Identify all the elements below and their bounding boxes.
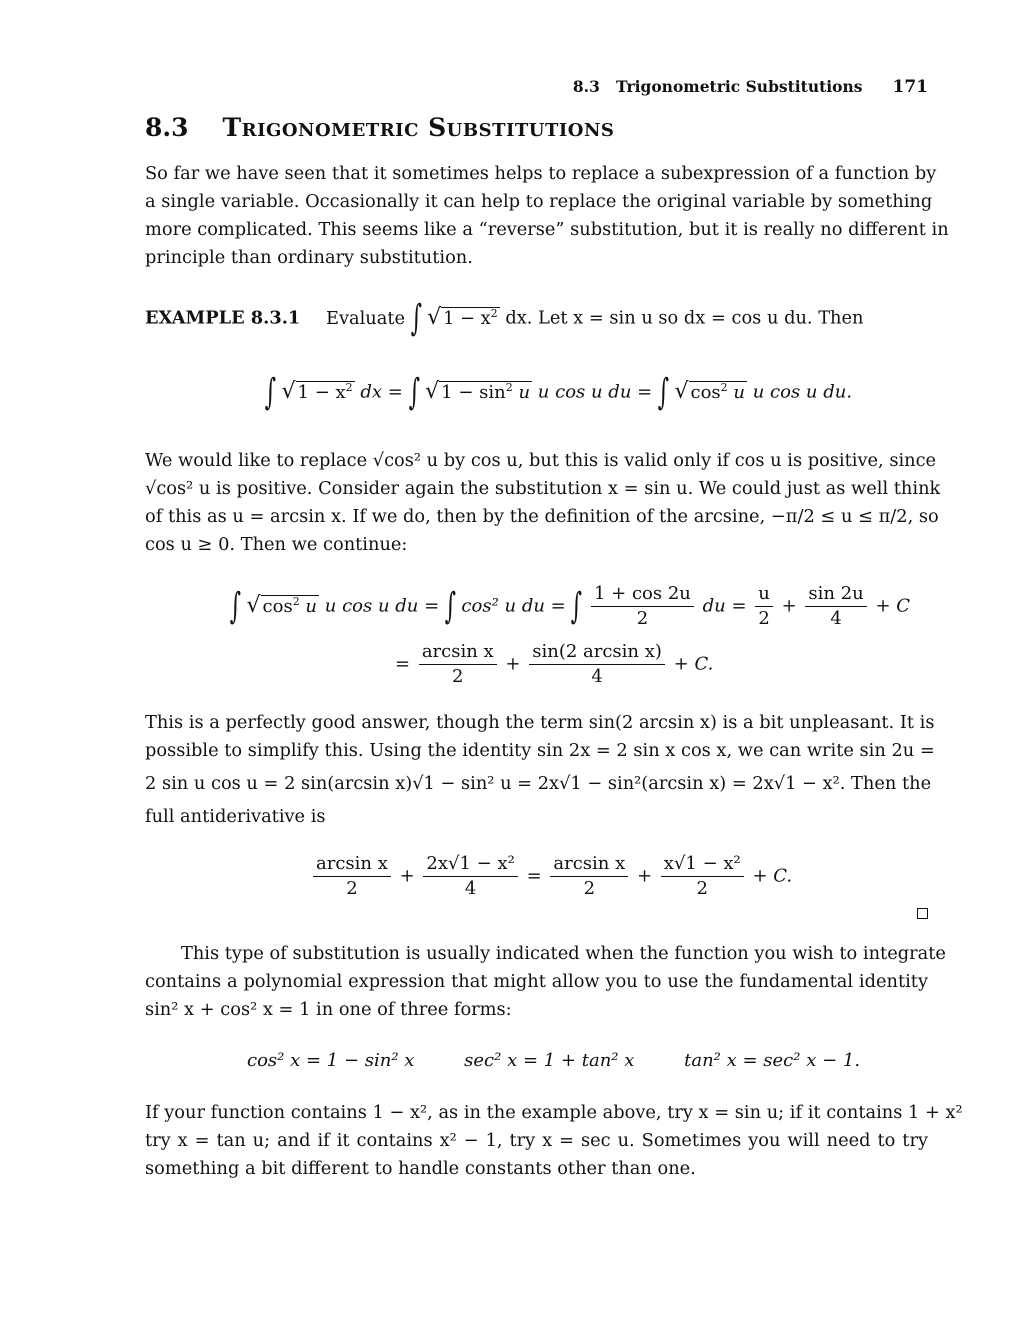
eq-term: du =	[702, 595, 747, 617]
radicand: 1 − sin	[441, 381, 506, 403]
example-continuation: dx. Let x = sin u so dx = cos u du. Then	[505, 307, 864, 329]
eq-term: + C.	[673, 653, 714, 675]
fraction	[550, 852, 628, 901]
sqrt-expression: √ $1 - \sin^2 u$	[425, 378, 531, 404]
integral-sign: ∫	[229, 586, 242, 627]
text-line: of this as u = arcsin x. If we do, then by the definition of the arcsine, −π/2 ≤ u ≤ π/2, so	[145, 506, 939, 527]
text-line: principle than ordinary substitution.	[145, 247, 473, 268]
denominator: 2	[636, 608, 649, 629]
intro-paragraph	[145, 160, 949, 272]
sqrt-expression: √ $\cos^2 u$	[246, 592, 318, 618]
text-line: If your function contains 1 − x², as in the example above, try x = sin u; if it contains 1 + x²	[145, 1102, 963, 1123]
integral-sign: ∫	[408, 372, 420, 413]
text-line: cos u ≥ 0. Then we continue:	[145, 534, 408, 555]
fraction	[529, 640, 665, 689]
text-line: contains a polynomial expression that might allow you to use the fundamental identity	[145, 971, 928, 992]
eq-term: u cos u du.	[752, 381, 853, 403]
sqrt-expression: √ $1 - x^2$	[427, 304, 498, 330]
eq-term: + C.	[752, 865, 793, 887]
numerator: arcsin x	[313, 852, 391, 877]
example-statement	[145, 298, 864, 339]
text-line: a single variable. Occasionally it can help to replace the original variable by something	[145, 191, 933, 212]
fraction	[591, 582, 694, 631]
integral-sign: ∫	[444, 586, 456, 627]
text-line: full antiderivative is	[145, 806, 326, 827]
equation-2-line-1: ∫ √ $\cos^2 u$ u cos u du = ∫ cos² u du = ∫ $\frac{1 + \cos 2u}{2}$ du = $\frac{u}{2}$ + $\frac{\sin 2u}{4}$ + C	[229, 583, 911, 629]
paragraph-2	[145, 447, 941, 559]
section-title: Trigonometric Substitutions	[222, 113, 615, 142]
text-line: This type of substitution is usually indicated when the function you wish to integrate	[181, 943, 946, 964]
denominator: 2	[452, 666, 464, 687]
eq-term: dx =	[360, 381, 403, 403]
integral-sign: ∫	[264, 372, 277, 413]
text-line: We would like to replace √cos² u by cos u, but this is valid only if cos u is positive, since	[145, 450, 937, 471]
numerator: sin(2 arcsin x)	[529, 640, 665, 665]
numerator: x√1 − x²	[661, 852, 744, 877]
text-line: possible to simplify this. Using the identity sin 2x = 2 sin x cos x, we can write sin 2u =	[145, 740, 935, 761]
fraction	[755, 582, 773, 631]
paragraph-3	[145, 709, 935, 831]
text-line: try x = tan u; and if it contains x² − 1, try x = sec u. Sometimes you will need to try	[145, 1130, 928, 1151]
denominator: 2	[696, 878, 708, 899]
section-heading	[145, 113, 614, 142]
numerator: arcsin x	[550, 852, 628, 877]
text-line: something a bit different to handle constants other than one.	[145, 1158, 696, 1179]
running-title: 8.3 Trigonometric Substitutions	[572, 77, 863, 96]
denominator: 2	[583, 878, 596, 899]
running-header	[573, 77, 928, 97]
fraction	[423, 852, 517, 901]
qed-square-icon	[917, 908, 928, 919]
equation-1	[265, 372, 852, 413]
fraction	[805, 582, 866, 631]
numerator: sin 2u	[805, 582, 866, 607]
identity-form: sec² x = 1 + tan² x	[464, 1050, 635, 1071]
identity-form: cos² x = 1 − sin² x	[247, 1050, 415, 1071]
equation-3: $\frac{\text{arcsin x}}{2}$ + $\frac{\text{2x√1 − x²}}{4}$ = $\frac{\text{arcsin x}}{2}$ + $\frac{\text{x√1 − x²}}{2}$ + C.	[310, 852, 792, 901]
numerator: u	[755, 582, 773, 607]
denominator: 4	[591, 666, 603, 687]
radicand: 1 − x	[297, 381, 346, 403]
text-line: So far we have seen that it sometimes helps to replace a subexpression of a function by	[145, 163, 937, 184]
identity-form: tan² x = sec² x − 1.	[684, 1050, 861, 1071]
fraction	[661, 852, 744, 901]
integral-sign: ∫	[410, 298, 422, 339]
identity-forms	[247, 1050, 860, 1071]
equation-2-line-2: = $\frac{\text{arcsin x}}{2}$ + $\frac{\text{sin(2 arcsin x)}}{4}$ + C.	[395, 641, 714, 687]
text-line: This is a perfectly good answer, though the term sin(2 arcsin x) is a bit unpleasant. It is	[145, 712, 935, 733]
denominator: 4	[464, 878, 477, 899]
eq-term: u cos u du =	[324, 595, 440, 617]
section-number: 8.3	[145, 113, 189, 142]
fraction	[313, 852, 391, 901]
radicand: 1 − x	[443, 307, 491, 329]
sqrt-expression: √ $\cos^2 u$	[674, 378, 745, 404]
denominator: 2	[758, 608, 770, 629]
numerator: 2x√1 − x²	[423, 852, 517, 877]
page-number: 171	[892, 77, 928, 97]
integral-sign: ∫	[571, 586, 583, 627]
text-line: √cos² u is positive. Consider again the substitution x = sin u. We could just as well think	[145, 478, 941, 499]
numerator: 1 + cos 2u	[591, 582, 694, 607]
paragraph-4	[145, 940, 946, 1024]
radicand: cos	[262, 595, 293, 617]
denominator: 4	[830, 608, 842, 629]
eq-term: u cos u du =	[537, 381, 653, 403]
radicand: cos	[690, 381, 721, 403]
text-line: sin² x + cos² x = 1 in one of three forms:	[145, 999, 512, 1020]
denominator: 2	[346, 878, 358, 899]
example-label: EXAMPLE 8.3.1	[145, 307, 301, 329]
sqrt-expression: √ $1 - x^2$	[281, 378, 353, 404]
fraction	[419, 640, 497, 689]
eq-term: cos² u du =	[461, 595, 566, 617]
text-line: 2 sin u cos u = 2 sin(arcsin x)√1 − sin² u = 2x√1 − sin²(arcsin x) = 2x√1 − x². Then the	[145, 773, 932, 794]
paragraph-5	[145, 1099, 963, 1183]
text-line: more complicated. This seems like a “reverse” substitution, but it is really no different in	[145, 219, 949, 240]
eq-term: + C	[875, 595, 911, 617]
numerator: arcsin x	[419, 640, 497, 665]
integral-sign: ∫	[657, 372, 669, 413]
example-text: Evaluate	[325, 307, 406, 329]
